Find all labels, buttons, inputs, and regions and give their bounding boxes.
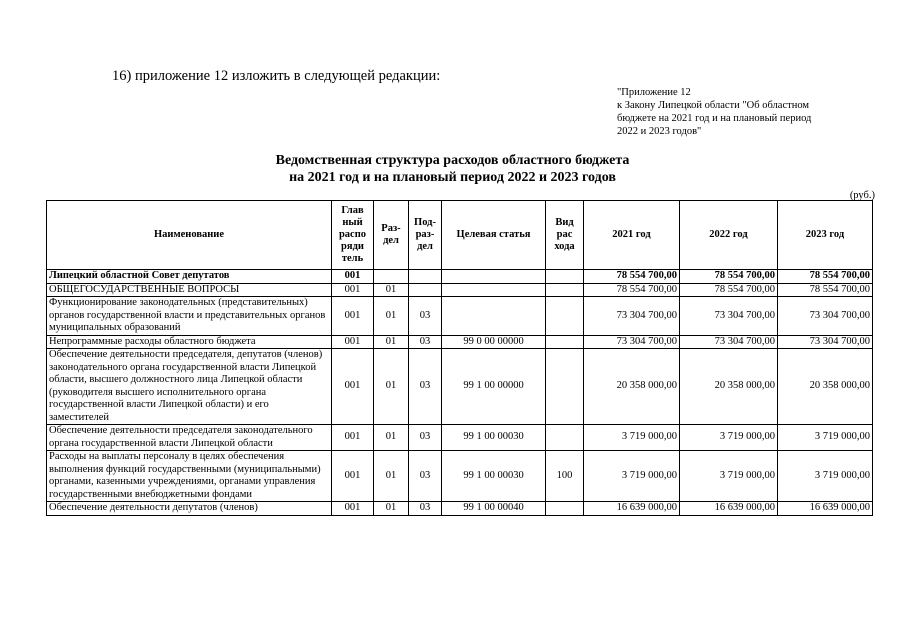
cell-razdel: 01 [374, 502, 409, 516]
cell-2023: 3 719 000,00 [778, 451, 873, 502]
header-glav: Глав ный распо ряди тель [332, 201, 374, 270]
cell-vid [546, 270, 584, 284]
cell-2023: 73 304 700,00 [778, 335, 873, 349]
cell-razdel: 01 [374, 349, 409, 425]
cell-name: Липецкий областной Совет депутатов [47, 270, 332, 284]
header-name: Наименование [47, 201, 332, 270]
cell-2023: 20 358 000,00 [778, 349, 873, 425]
cell-razdel: 01 [374, 297, 409, 336]
title-line: Ведомственная структура расходов областного бюджета [275, 153, 630, 168]
cell-glav: 001 [332, 451, 374, 502]
cell-target: 99 1 00 00030 [442, 451, 546, 502]
cell-2022: 3 719 000,00 [680, 451, 778, 502]
cell-razdel: 01 [374, 451, 409, 502]
cell-razdel: 01 [374, 335, 409, 349]
cell-target [442, 297, 546, 336]
header-podrazdel: Под- раз- дел [409, 201, 442, 270]
budget-table [46, 200, 873, 516]
cell-podrazdel: 03 [409, 297, 442, 336]
cell-razdel [374, 270, 409, 284]
cell-podrazdel: 03 [409, 502, 442, 516]
cell-vid [546, 349, 584, 425]
cell-2022: 73 304 700,00 [680, 335, 778, 349]
cell-vid [546, 502, 584, 516]
cell-2021: 78 554 700,00 [584, 283, 680, 297]
table-row [47, 502, 873, 516]
table-row [47, 283, 873, 297]
cell-target: 99 0 00 00000 [442, 335, 546, 349]
cell-2022: 3 719 000,00 [680, 425, 778, 451]
header-2022: 2022 год [680, 201, 778, 270]
cell-target: 99 1 00 00030 [442, 425, 546, 451]
appendix-line: 2022 и 2023 годов" [617, 126, 702, 137]
cell-2022: 78 554 700,00 [680, 270, 778, 284]
cell-2022: 73 304 700,00 [680, 297, 778, 336]
cell-target: 99 1 00 00040 [442, 502, 546, 516]
currency-unit: (руб.) [849, 190, 875, 201]
table-row [47, 270, 873, 284]
cell-podrazdel: 03 [409, 335, 442, 349]
cell-2021: 3 719 000,00 [584, 425, 680, 451]
cell-2023: 16 639 000,00 [778, 502, 873, 516]
cell-name: Непрограммные расходы областного бюджета [47, 335, 332, 349]
table-header-row [47, 201, 873, 270]
cell-vid [546, 425, 584, 451]
cell-glav: 001 [332, 283, 374, 297]
appendix-reference [617, 86, 867, 138]
cell-2023: 73 304 700,00 [778, 297, 873, 336]
header-2023: 2023 год [778, 201, 873, 270]
cell-name: Обеспечение деятельности депутатов (членов) [47, 502, 332, 516]
cell-razdel: 01 [374, 283, 409, 297]
cell-name: Обеспечение деятельности председателя законодательного органа государственной власти Липецкой области [47, 425, 332, 451]
cell-name: ОБЩЕГОСУДАРСТВЕННЫЕ ВОПРОСЫ [47, 283, 332, 297]
cell-vid: 100 [546, 451, 584, 502]
cell-podrazdel: 03 [409, 425, 442, 451]
cell-podrazdel [409, 283, 442, 297]
cell-2022: 16 639 000,00 [680, 502, 778, 516]
title-line: на 2021 год и на плановый период 2022 и 2023 годов [289, 170, 616, 185]
appendix-line: к Закону Липецкой области "Об областном [617, 100, 810, 111]
cell-glav: 001 [332, 270, 374, 284]
cell-target: 99 1 00 00000 [442, 349, 546, 425]
cell-name: Обеспечение деятельности председателя, депутатов (членов) законодательного органа государственной власти Липецкой области, высшего должностного лица Липецкой области (руководителя высшего исполнительного органа государственной власти Липецкой области) и его заместителей [47, 349, 332, 425]
cell-2022: 20 358 000,00 [680, 349, 778, 425]
cell-2023: 3 719 000,00 [778, 425, 873, 451]
cell-glav: 001 [332, 349, 374, 425]
cell-2021: 20 358 000,00 [584, 349, 680, 425]
table-row [47, 349, 873, 425]
cell-glav: 001 [332, 297, 374, 336]
cell-2021: 16 639 000,00 [584, 502, 680, 516]
cell-2021: 78 554 700,00 [584, 270, 680, 284]
header-razdel: Раз- дел [374, 201, 409, 270]
cell-2023: 78 554 700,00 [778, 283, 873, 297]
table-row [47, 425, 873, 451]
cell-podrazdel [409, 270, 442, 284]
cell-vid [546, 283, 584, 297]
cell-2022: 78 554 700,00 [680, 283, 778, 297]
cell-glav: 001 [332, 502, 374, 516]
cell-2021: 73 304 700,00 [584, 297, 680, 336]
cell-2021: 3 719 000,00 [584, 451, 680, 502]
document-title [0, 152, 905, 186]
cell-name: Расходы на выплаты персоналу в целях обеспечения выполнения функций государственными (муниципальными) органами, казенными учреждениями, органами управления государственными внебюджетными фондами [47, 451, 332, 502]
cell-razdel: 01 [374, 425, 409, 451]
cell-vid [546, 335, 584, 349]
intro-text: 16) приложение 12 изложить в следующей редакции: [112, 68, 441, 84]
cell-glav: 001 [332, 425, 374, 451]
cell-podrazdel: 03 [409, 451, 442, 502]
appendix-line: "Приложение 12 [617, 87, 691, 98]
cell-target [442, 270, 546, 284]
header-target: Целевая статья [442, 201, 546, 270]
header-vid: Вид рас хода [546, 201, 584, 270]
table-row [47, 451, 873, 502]
cell-glav: 001 [332, 335, 374, 349]
table-row [47, 297, 873, 336]
cell-2021: 73 304 700,00 [584, 335, 680, 349]
appendix-line: бюджете на 2021 год и на плановый период [617, 113, 812, 124]
cell-vid [546, 297, 584, 336]
cell-podrazdel: 03 [409, 349, 442, 425]
cell-2023: 78 554 700,00 [778, 270, 873, 284]
table-row [47, 335, 873, 349]
cell-name: Функционирование законодательных (представительных) органов государственной власти и представительных органов муниципальных образований [47, 297, 332, 336]
header-2021: 2021 год [584, 201, 680, 270]
cell-target [442, 283, 546, 297]
